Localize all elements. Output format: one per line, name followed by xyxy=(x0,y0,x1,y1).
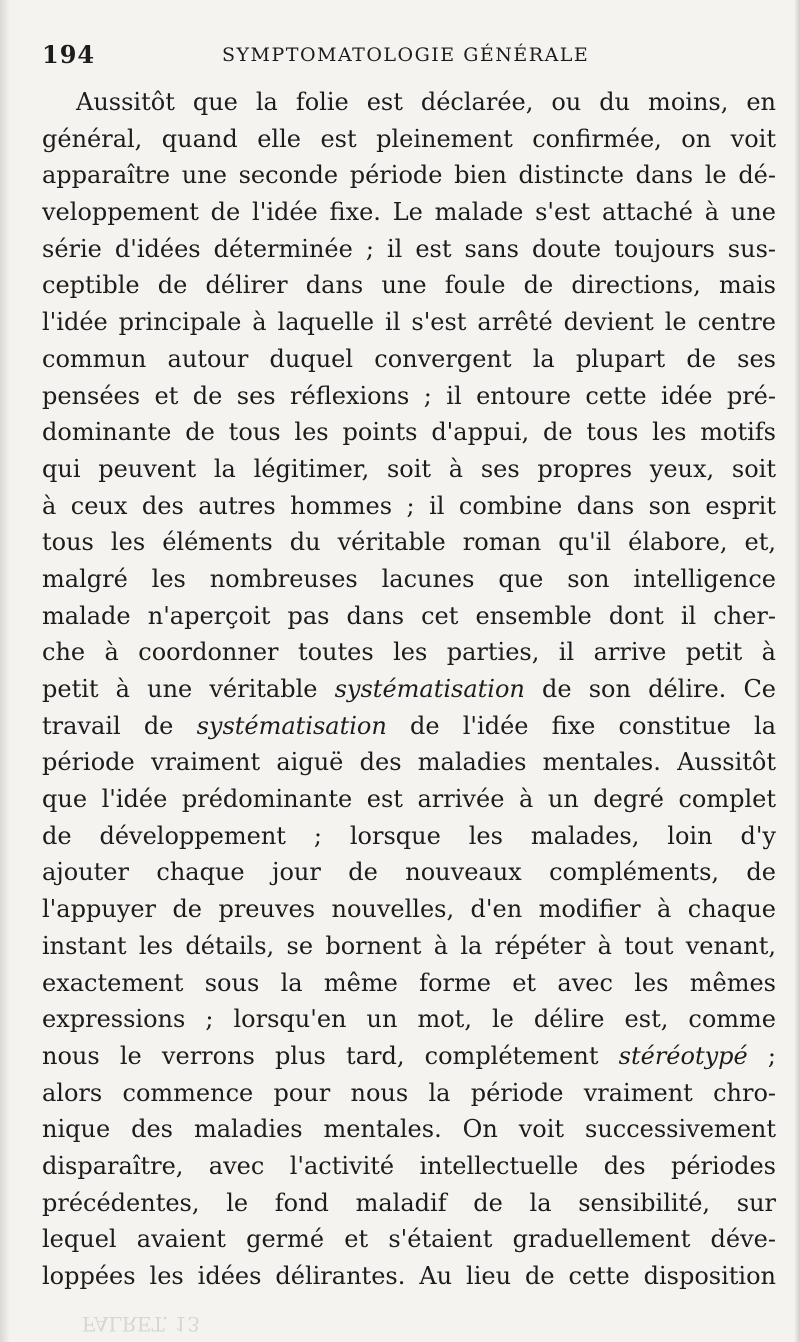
page-header xyxy=(42,40,772,74)
text-line: apparaître une seconde période bien distincte dans le dé- xyxy=(42,161,776,190)
text-line: de développement ; lorsque les malades, loin d'y xyxy=(42,821,776,850)
text-line: exactement sous la même forme et avec les mêmes xyxy=(42,968,776,997)
text-line: dominante de tous les points d'appui, de tous les motifs xyxy=(42,418,776,447)
text-line: que l'idée prédominante est arrivée à un degré complet xyxy=(42,785,776,814)
emphasized-term: systématisation xyxy=(334,675,525,703)
text-line: l'idée principale à laquelle il s'est arrêté devient le centre xyxy=(42,308,776,337)
text-line: série d'idées déterminée ; il est sans doute toujours sus- xyxy=(42,234,776,263)
text-line: période vraiment aiguë des maladies mentales. Aussitôt xyxy=(42,748,776,777)
text-line: disparaître, avec l'activité intellectuelle des périodes xyxy=(42,1151,776,1180)
text-line: tous les éléments du véritable roman qu'il élabore, et, xyxy=(42,528,776,557)
text-line: instant les détails, se bornent à la répéter à tout venant, xyxy=(42,931,776,960)
page-shadow-right xyxy=(794,0,800,1342)
text-line: petit à une véritable systématisation de son délire. Ce xyxy=(42,675,776,703)
text-line: veloppement de l'idée fixe. Le malade s'est attaché à une xyxy=(42,198,776,227)
text-line: Aussitôt que la folie est déclarée, ou du moins, en xyxy=(76,88,776,116)
text-line: alors commence pour nous la période vraiment chro- xyxy=(42,1078,776,1107)
text-line: nique des maladies mentales. On voit successivement xyxy=(42,1115,776,1144)
text-line: che à coordonner toutes les parties, il arrive petit à xyxy=(42,638,776,667)
text-line: pensées et de ses réflexions ; il entoure cette idée pré- xyxy=(42,381,776,410)
body-text xyxy=(42,84,776,1295)
emphasized-term: stéréotypé xyxy=(618,1041,748,1070)
show-through-footer: FALRET. 13 xyxy=(81,1312,200,1336)
text-line: malade n'aperçoit pas dans cet ensemble dont il cher- xyxy=(42,601,776,630)
text-line: l'appuyer de preuves nouvelles, d'en modifier à chaque xyxy=(42,895,776,924)
page-shadow-left xyxy=(0,0,10,1342)
text-line: général, quand elle est pleinement confirmée, on voit xyxy=(42,124,776,153)
text-line: expressions ; lorsqu'en un mot, le délire est, comme xyxy=(42,1005,776,1034)
text-line: ceptible de délirer dans une foule de directions, mais xyxy=(42,271,776,300)
text-line: travail de systématisation de l'idée fixe constitue la xyxy=(42,711,776,740)
text-line: loppées les idées délirantes. Au lieu de cette disposition xyxy=(42,1262,776,1290)
page-number: 194 xyxy=(42,40,96,69)
text-line: malgré les nombreuses lacunes que son intelligence xyxy=(42,564,776,593)
text-line: qui peuvent la légitimer, soit à ses propres yeux, soit xyxy=(42,454,776,483)
text-line: précédentes, le fond maladif de la sensibilité, sur xyxy=(42,1188,776,1217)
running-head: SYMPTOMATOLOGIE GÉNÉRALE xyxy=(222,44,590,66)
text-line: à ceux des autres hommes ; il combine dans son esprit xyxy=(42,491,776,520)
text-line: commun autour duquel convergent la plupart de ses xyxy=(42,344,776,373)
emphasized-term: systématisation xyxy=(196,711,387,740)
text-line: nous le verrons plus tard, complétement stéréotypé ; xyxy=(42,1041,776,1070)
text-line: ajouter chaque jour de nouveaux compléments, de xyxy=(42,858,776,887)
text-line: lequel avaient germé et s'étaient graduellement déve- xyxy=(42,1225,776,1254)
